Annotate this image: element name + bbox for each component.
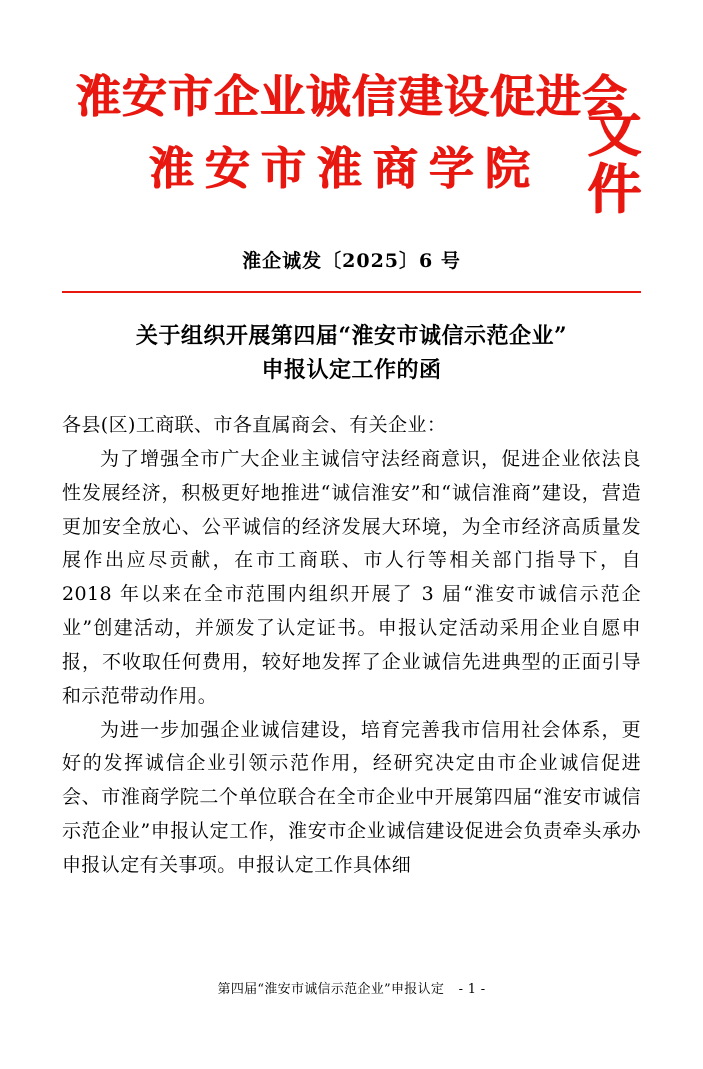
page-title <box>62 319 641 387</box>
letterhead-org-line-1: 淮安市企业诚信建设促进会 <box>75 70 628 123</box>
red-divider-rule <box>62 291 641 293</box>
document-page <box>0 70 703 1069</box>
letterhead-org-line-2: 淮安市淮商学院 <box>148 142 541 195</box>
body-paragraph-2: 为进一步加强企业诚信建设，培育完善我市信用社会体系，更好的发挥诚信企业引领示范作用，经研究决定由市企业诚信促进会、市淮商学院二个单位联合在全市企业中开展第四届“淮安市诚信示范企业”申报认定工作，淮安市企业诚信建设促进会负责牵头承办申报认定有关事项。申报认定工作具体细 <box>62 718 641 876</box>
letterhead <box>62 70 641 226</box>
page-footer <box>0 978 703 997</box>
letterhead-doc-word: 文件 <box>587 100 641 221</box>
page-title-line-1: 关于组织开展第四届“淮安市诚信示范企业” <box>135 323 568 349</box>
page-title-line-2: 申报认定工作的函 <box>261 357 442 384</box>
footer-text: 第四届“淮安市诚信示范企业”申报认定 <box>217 982 445 997</box>
body-paragraph-1: 为了增强全市广大企业主诚信守法经商意识，促进企业依法良性发展经济，积极更好地推进“诚信淮安”和“诚信淮商”建设，营造更加安全放心、公平诚信的经济发展大环境，为全市经济高质量发展作出应尽贡献，在市工商联、市人行等相关部门指导下，自 2018 年以来在全市范围内组织开展了 3 届“淮安市诚信示范企业”创建活动，并颁发了认定证书。申报认定活动采用企业自愿申报，不收取任何费用，较好地发挥了企业诚信先进典型的正面引导和示范带动作用。 <box>62 448 641 707</box>
footer-page-number: - 1 - <box>458 982 486 997</box>
body-salutation: 各县(区)工商联、市各直属商会、有关企业： <box>62 414 447 437</box>
document-number: 淮企诚发〔2025〕6 号 <box>242 250 461 272</box>
document-body <box>62 409 641 882</box>
